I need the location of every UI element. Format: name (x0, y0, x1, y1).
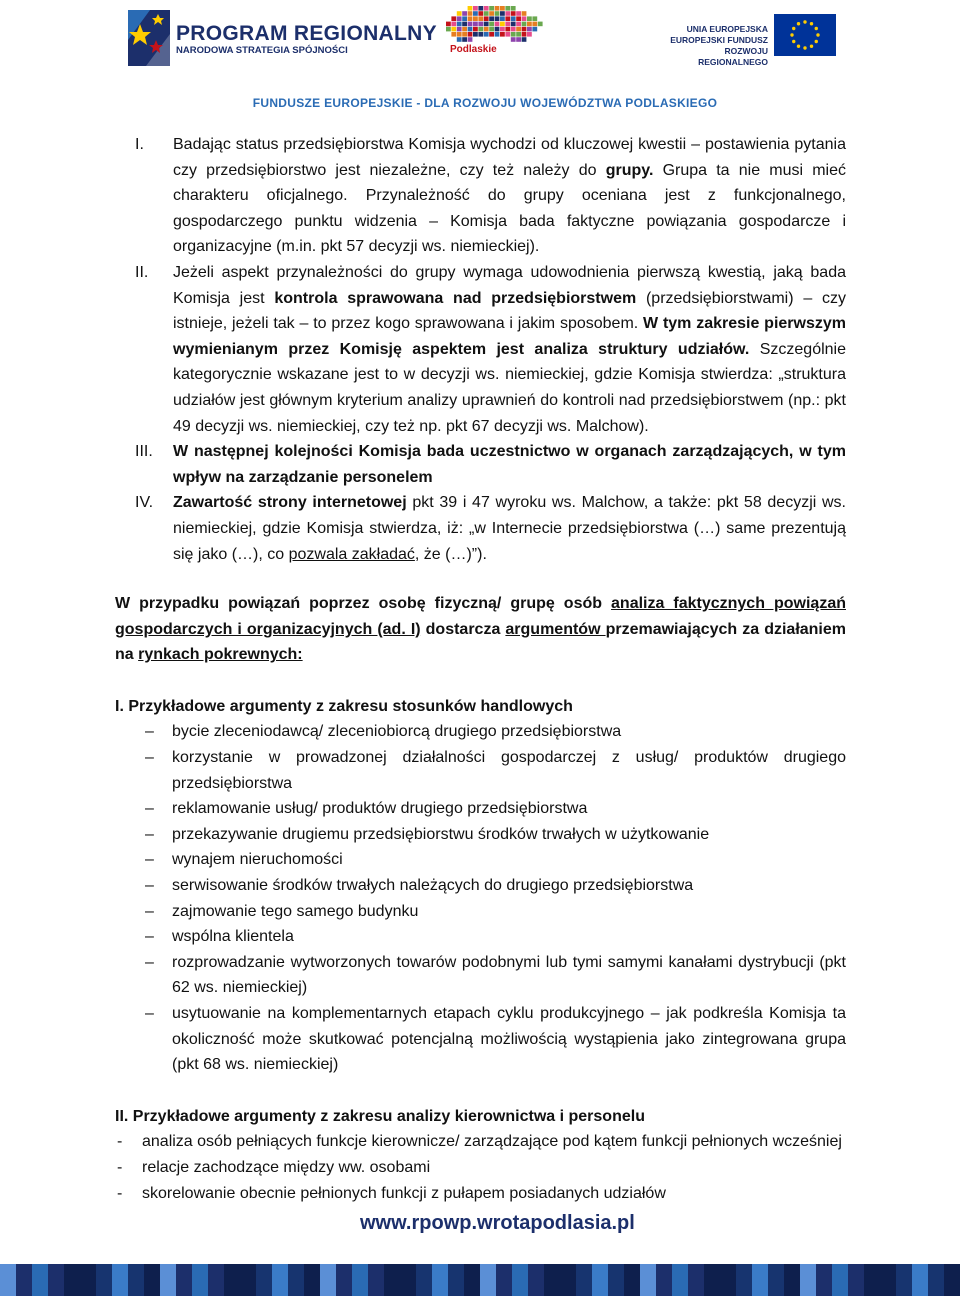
dash-bullet: – (145, 749, 154, 767)
text-run: W przypadku powiązań poprzez osobę fizyczną/ grupę osób (115, 595, 612, 613)
list-item-text (173, 490, 846, 567)
page-header (0, 0, 960, 118)
program-title: PROGRAM REGIONALNY (176, 22, 437, 45)
list-item-text: analiza osób pełniących funkcje kierownicze/ zarządzające pod kątem funkcji pełnionych wcześniej (142, 1133, 842, 1151)
list-item-text: rozprowadzanie wytworzonych towarów podobnymi lub tymi samymi kanałami dystrybucji (pkt 62 ws. niemieckiej) (172, 953, 846, 997)
eu-line-2: EUROPEJSKI FUNDUSZ (670, 35, 768, 45)
eu-star-icon (797, 45, 800, 48)
document-body (115, 132, 846, 1206)
text-run: , że (…)”). (414, 545, 487, 563)
region-label: Podlaskie (450, 44, 497, 55)
list-item (115, 796, 846, 822)
list-item-text: usytuowanie na komplementarnych etapach cyklu produkcyjnego – jak podkreśla Komisja ta okoliczność może skutkować potencjalną możliwością wystąpienia jako zintegrowana grupa (pkt 68 ws. niemieckiej) (172, 1005, 846, 1074)
numbered-list (115, 132, 846, 567)
intro-paragraph (115, 591, 846, 668)
eu-star-icon (815, 27, 818, 30)
program-subtitle: NARODOWA STRATEGIA SPÓJNOŚCI (176, 45, 348, 56)
list-item (115, 873, 846, 899)
text-run: Szczególnie kategorycznie wskazane jest to w decyzji ws. niemieckiej, gdzie Komisja stwierdza: „struktura udziałów jest głównym kryterium analizy uprawnień do kontroli nad przedsiębiorstwem (np.: pkt 49 decyzji ws. niemieckiej, czy też np. pkt 67 decyzji ws. Malchow). (173, 340, 846, 435)
text-run: dostarcza (420, 620, 506, 638)
section-2-heading: II. Przykładowe argumenty z zakresu analizy kierownictwa i personelu (115, 1107, 645, 1125)
list-item-text: zajmowanie tego samego budynku (172, 902, 419, 920)
eu-star-icon (792, 40, 795, 43)
dash-bullet: – (145, 800, 154, 818)
list-item-text: przekazywanie drugiemu przedsiębiorstwu środków trwałych w użytkowanie (172, 825, 710, 843)
eu-star-icon (803, 20, 806, 23)
eu-fund-label (670, 24, 768, 68)
list-item (115, 719, 846, 745)
bold-text: W następnej kolejności Komisja bada uczestnictwo w organach zarządzających, w tym wpływ na zarządzanie personelem (173, 443, 846, 486)
list-item-text: bycie zleceniodawcą/ zleceniobiorcą drugiego przedsiębiorstwa (172, 723, 622, 741)
text-run: Grupa ta nie musi mieć charakteru oficjalnego. Przynależność do grupy oceniana jest z funkcjonalnego, gospodarczego punktu widzenia – Komisja bada faktyczne powiązania gospodarcze i organizacyjne (m.in. pkt 57 decyzji ws. niemieckiej). (173, 161, 847, 256)
list-item-number: II. (135, 263, 149, 281)
list-item-text (173, 439, 846, 490)
list-item (115, 1155, 846, 1181)
text-run: Jeżeli aspekt przynależności do grupy wymaga udowodnienia pierwszą kwestią, jaką bada Komisja jest (173, 263, 846, 307)
list-item (115, 950, 846, 1001)
eu-line-3: ROZWOJU REGIONALNEGO (698, 46, 768, 67)
dash-bullet: – (145, 928, 154, 946)
list-item-text: korzystanie w prowadzonej działalności gospodarczej z usług/ produktów drugiego przedsiębiorstwa (172, 749, 846, 792)
eu-star-icon (803, 46, 806, 49)
eu-star-icon (815, 40, 818, 43)
underlined-text: rynkach pokrewnych: (138, 646, 303, 664)
underlined-text: pozwala zakładać (288, 545, 415, 563)
section-2-list (115, 1129, 846, 1206)
list-item-text: relacje zachodzące między ww. osobami (142, 1158, 431, 1176)
dash-bullet: – (145, 877, 154, 895)
list-item (115, 1129, 846, 1155)
list-item-text: reklamowanie usług/ produktów drugiego przedsiębiorstwa (172, 800, 588, 818)
eu-star-icon (810, 22, 813, 25)
eu-star-icon (792, 27, 795, 30)
dash-bullet: – (145, 825, 154, 843)
list-item-number: III. (135, 443, 153, 461)
list-item (115, 490, 846, 567)
text-run: Badając status przedsiębiorstwa Komisja wychodzi od kluczowej kwestii – postawienia pytania czy przedsiębiorstwo jest niezależne, czy też należy do (173, 136, 846, 179)
bold-text: Zawartość strony internetowej (173, 494, 407, 512)
underlined-text: analiza faktycznych powiązań gospodarczych i organizacyjnych (ad. I) (115, 595, 846, 638)
list-item (115, 924, 846, 950)
underlined-text: argumentów (505, 620, 606, 638)
dash-bullet: – (145, 723, 154, 741)
dash-bullet: – (145, 953, 154, 971)
podlaskie-bison-logo-icon (440, 4, 550, 66)
list-item (115, 260, 846, 439)
eu-flag-icon (774, 14, 836, 56)
eu-star-icon (797, 22, 800, 25)
list-item (115, 439, 846, 490)
section-1-list (115, 719, 846, 1077)
dash-bullet: - (117, 1184, 123, 1202)
footer-url: www.rpowp.wrotapodlasia.pl (360, 1212, 635, 1234)
list-item (115, 899, 846, 925)
list-item-number: I. (135, 136, 144, 153)
list-item-text: serwisowanie środków trwałych należących do drugiego przedsiębiorstwa (172, 877, 694, 895)
list-item-text: skorelowanie obecnie pełnionych funkcji z pułapem posiadanych udziałów (142, 1184, 666, 1202)
dash-bullet: – (145, 902, 154, 920)
footer-mosaic-bar (0, 1264, 960, 1296)
list-item (115, 847, 846, 873)
list-item-text (173, 260, 846, 439)
list-item-text: wynajem nieruchomości (172, 851, 343, 869)
list-item (115, 822, 846, 848)
eu-star-icon (816, 33, 819, 36)
bold-text: W tym zakresie pierwszym wymienianym przez Komisję aspektem jest analiza struktury udziałów. (173, 315, 846, 358)
dash-bullet: – (145, 1005, 154, 1022)
list-item (115, 132, 846, 260)
section-1-heading: I. Przykładowe argumenty z zakresu stosunków handlowych (115, 697, 573, 715)
eu-star-icon (790, 33, 793, 36)
dash-bullet: – (145, 851, 154, 869)
text-run: przemawiających za działaniem na (115, 620, 847, 664)
bold-text: kontrola sprawowana nad przedsiębiorstwem (274, 289, 637, 307)
list-item-text (173, 132, 846, 260)
funds-tagline: FUNDUSZE EUROPEJSKIE - DLA ROZWOJU WOJEWÓDZTWA PODLASKIEGO (252, 96, 718, 110)
list-item (115, 1001, 846, 1078)
dash-bullet: - (117, 1133, 123, 1151)
list-item (115, 1181, 846, 1207)
dash-bullet: - (117, 1158, 123, 1176)
text-run: pkt 39 i 47 wyroku ws. Malchow, a także: pkt 58 decyzji ws. niemieckiej, gdzie Komisja stwierdza, iż: „w Internecie przedsiębiorstwa (…) same prezentują się jako (…), co (173, 494, 846, 563)
eu-line-1: UNIA EUROPEJSKA (686, 24, 768, 34)
eu-star-icon (810, 45, 813, 48)
bold-text: grupy. (605, 161, 654, 179)
text-run: (przedsiębiorstwami) – czy istnieje, jeżeli tak – to przez kogo sprawowana i jakim sposobem. (173, 289, 847, 333)
list-item-number: IV. (135, 494, 154, 512)
list-item (115, 745, 846, 796)
list-item-text: wspólna klientela (172, 928, 294, 946)
